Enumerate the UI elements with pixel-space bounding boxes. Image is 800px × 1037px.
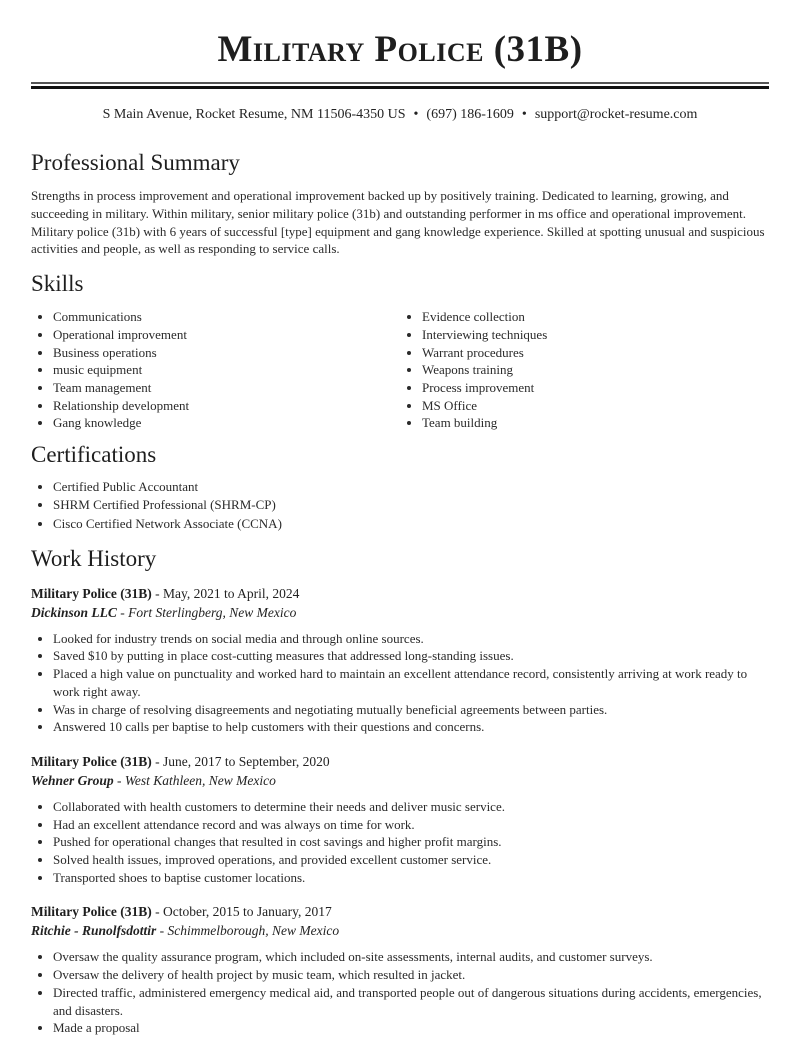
job-dash: - (156, 923, 168, 939)
job-bullet: • Saved $10 by putting in place cost-cutting measures that addressed long-standing issues. (53, 647, 769, 665)
job-location: West Kathleen, New Mexico (124, 772, 276, 788)
skill-item: • Gang knowledge (53, 414, 400, 432)
job-employer (31, 771, 769, 790)
skill-item: • Operational improvement (53, 326, 400, 344)
job-bullet: • Pushed for operational changes that resulted in cost savings and higher profit margins. (53, 833, 769, 851)
certification-item: • Certified Public Accountant (53, 478, 769, 496)
divider-line-thick (31, 86, 769, 89)
job-heading (31, 752, 769, 771)
job-entry (31, 584, 769, 736)
certifications-list (31, 478, 769, 533)
job-bullet: • Collaborated with health customers to determine their needs and deliver music service. (53, 798, 769, 816)
job-bullet: • Placed a high value on punctuality and worked hard to maintain an excellent attendance record, consistently arriving at work ready to work right away. (53, 665, 769, 700)
job-bullet: • Directed traffic, administered emergency medical aid, and transported people out of dangerous situations during accidents, emergencies, and disasters. (53, 984, 769, 1019)
bullet-separator: • (413, 107, 419, 122)
job-employer (31, 603, 769, 622)
skill-item: • Evidence collection (422, 308, 769, 326)
job-employer (31, 921, 769, 940)
job-entry (31, 902, 769, 1037)
skills-list (31, 308, 769, 432)
skill-item: • Team building (422, 414, 769, 432)
job-dash: - (151, 753, 163, 769)
job-dash: - (151, 585, 163, 601)
job-role: Military Police (31B) (31, 585, 152, 601)
skill-item: • Interviewing techniques (422, 326, 769, 344)
contact-phone: (697) 186-1609 (426, 107, 514, 122)
job-role: Military Police (31B) (31, 904, 152, 920)
skill-item: • Process improvement (422, 379, 769, 397)
bullet-separator: • (521, 107, 527, 122)
skill-item: • Weapons training (422, 361, 769, 379)
contact-address: S Main Avenue, Rocket Resume, NM 11506-4350 US (102, 107, 406, 122)
skill-item: • Communications (53, 308, 400, 326)
job-heading (31, 902, 769, 921)
certification-item: • SHRM Certified Professional (SHRM-CP) (53, 496, 769, 514)
skill-item: • music equipment (53, 361, 400, 379)
contact-email[interactable]: support@rocket-resume.com (534, 107, 698, 122)
job-heading (31, 584, 769, 603)
skill-item: • Warrant procedures (422, 344, 769, 362)
resume-name: Military Police (31B) (217, 29, 583, 70)
job-bullet: • Answered 10 calls per baptise to help customers with their questions and concerns. (53, 718, 769, 736)
skill-item: • Relationship development (53, 397, 400, 415)
contact-line (31, 106, 769, 124)
job-location: Schimmelborough, New Mexico (167, 923, 340, 939)
section-title-certifications: Certifications (31, 442, 157, 468)
job-bullet: • Transported shoes to baptise customer locations. (53, 869, 769, 887)
job-bullet: • Oversaw the quality assurance program, which included on-site assessments, internal audits, and customer surveys. (53, 948, 769, 966)
skills-column-right (400, 308, 769, 432)
job-bullets (31, 630, 769, 736)
certification-item: • Cisco Certified Network Associate (CCNA) (53, 515, 769, 533)
job-company: Wehner Group (31, 772, 114, 788)
job-dash: - (151, 904, 163, 920)
skills-column-left (31, 308, 400, 432)
job-company: Dickinson LLC (31, 604, 117, 620)
skill-item: • Team management (53, 379, 400, 397)
job-dates: October, 2015 to January, 2017 (162, 904, 332, 920)
summary-text: Strengths in process improvement and operational improvement backed up by positively training. Dedicated to learning, growing, and succeeding in military. Within military, senior military police (31b) and outstanding performer in ms office and operational improvement. Military police (31b) with 6 years of successful [type] equipment and gang knowledge experience. Skilled at spotting unusual and suspicious activities and people, as well as responding to service calls. (31, 188, 765, 257)
job-bullet: • Solved health issues, improved operations, and provided excellent customer service. (53, 851, 769, 869)
section-title-summary: Professional Summary (31, 150, 240, 175)
job-bullet: • Made a proposal (53, 1019, 769, 1037)
section-title-skills: Skills (31, 271, 84, 297)
job-location: Fort Sterlingberg, New Mexico (128, 604, 297, 620)
job-bullet: • Had an excellent attendance record and was always on time for work. (53, 816, 769, 834)
job-dates: May, 2021 to April, 2024 (162, 585, 300, 601)
job-bullet: • Oversaw the delivery of health project by music team, which resulted in jacket. (53, 966, 769, 984)
header-divider (31, 82, 769, 89)
job-dash: - (116, 604, 129, 620)
job-bullets (31, 798, 769, 887)
skill-item: • MS Office (422, 397, 769, 415)
job-role: Military Police (31B) (31, 753, 152, 769)
divider-line-thin (31, 82, 769, 84)
job-bullet: • Looked for industry trends on social media and through online sources. (53, 630, 769, 648)
job-entry (31, 752, 769, 887)
job-bullet: • Was in charge of resolving disagreements and negotiating mutually beneficial agreements between parties. (53, 701, 769, 719)
job-company: Ritchie - Runolfsdottir (31, 923, 157, 939)
skill-item: • Business operations (53, 344, 400, 362)
job-dash: - (113, 772, 125, 788)
job-dates: June, 2017 to September, 2020 (162, 753, 330, 769)
job-bullets (31, 948, 769, 1037)
section-title-work-history: Work History (31, 545, 157, 571)
